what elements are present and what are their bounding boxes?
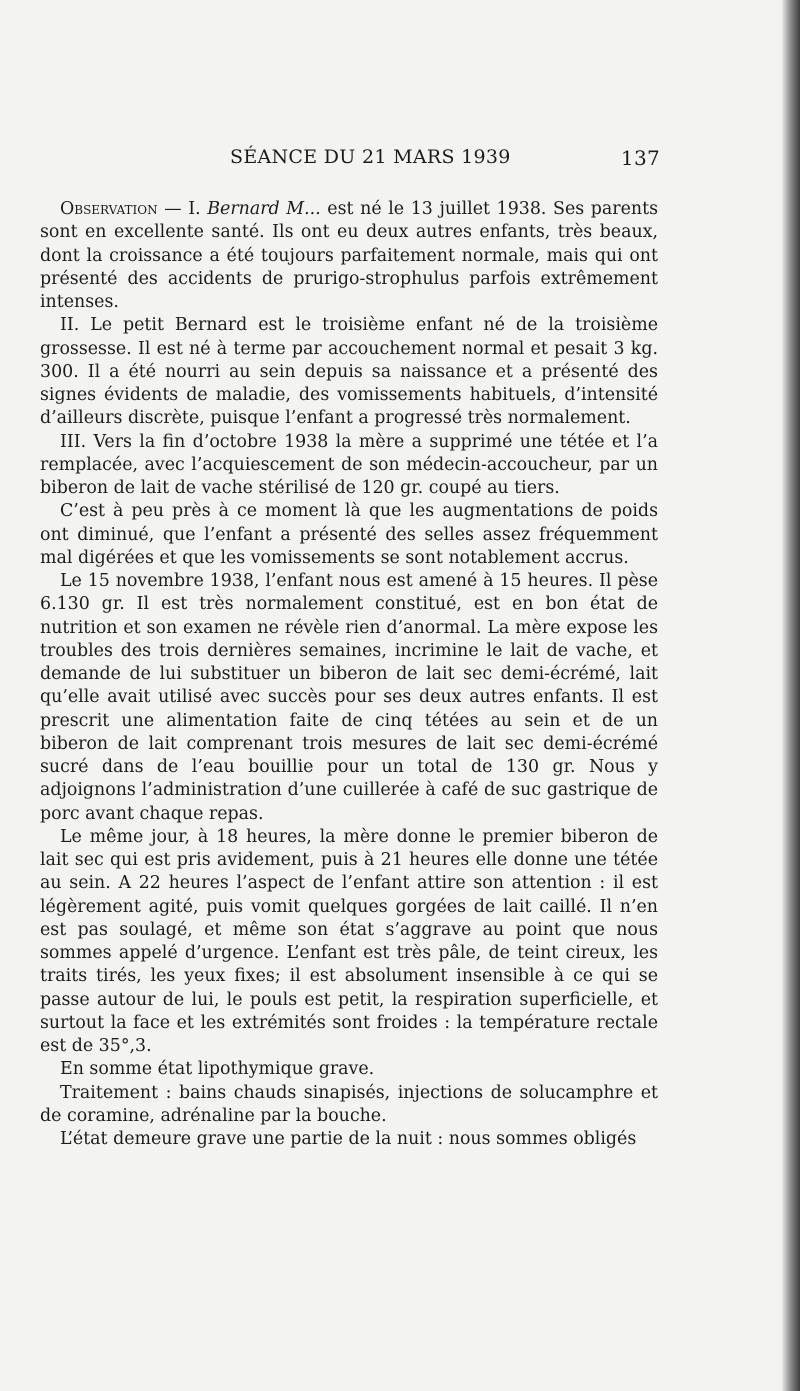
observation-dash: — I. [157, 199, 208, 219]
header-title: SÉANCE DU 21 MARS 1939 [230, 146, 511, 168]
page-number: 137 [620, 146, 660, 170]
observation-text: est né le 13 juillet 1938. Ses parents sont en excellente santé. Ils ont eu deux autres enfants, très beaux, dont la croissance a été toujours parfaitement normale, mais qui ont présenté des accidents de prurigo-strophulus parfois extrêmement intenses. [40, 199, 659, 312]
paragraph-last: L’état demeure grave une partie de la nuit : nous sommes obligés [60, 1129, 637, 1149]
paragraph-observation [40, 198, 658, 314]
paragraph: Le 15 novembre 1938, l’enfant nous est amené à 15 heures. Il pèse 6.130 gr. Il est très normalement constitué, est en bon état de nutrition et son examen ne révèle rien d’anormal. La mère expose les troubles des trois dernières semaines, incrimine le lait de vache, et demande de lui substituer un biberon de lait sec demi-écrémé, lait qu’elle avait utilisé avec succès pour ses deux autres enfants. Il est prescrit une alimentation faite de cinq tétées au sein et de un biberon de lait comprenant trois mesures de lait sec demi-écrémé sucré dans de l’eau bouillie pour un total de 130 gr. Nous y adjoignons l’administration d’une cuillerée à café de suc gastrique de porc avant chaque repas. [40, 571, 658, 824]
body-text [40, 198, 658, 1151]
running-header [230, 146, 660, 174]
paragraph: Le même jour, à 18 heures, la mère donne le premier biberon de lait sec qui est pris avidement, puis à 21 heures elle donne une tétée au sein. A 22 heures l’aspect de l’enfant attire son attention : il est légèrement agité, puis vomit quelques gorgées de lait caillé. Il n’en est pas soulagé, et même son état s’aggrave au point que nous sommes appelé d’urgence. L’enfant est très pâle, de teint cireux, les traits tirés, les yeux fixes; il est absolument insensible à ce qui se passe autour de lui, le pouls est petit, la respiration superficielle, et surtout la face et les extrémités sont froides : la température rectale est de 35°,3. [40, 826, 658, 1056]
paragraph: Traitement : bains chauds sinapisés, injections de solucamphre et de coramine, adrénaline par la bouche. [40, 1082, 658, 1126]
paragraph: C’est à peu près à ce moment là que les augmentations de poids ont diminué, que l’enfant a présenté des selles assez fréquemment mal digérées et que les vomissements se sont notablement accrus. [40, 501, 658, 568]
page-edge-shadow [782, 0, 800, 1391]
paragraph: II. Le petit Bernard est le troisième enfant né de la troisième grossesse. Il est né à terme par accouchement normal et pesait 3 kg. 300. Il a été nourri au sein depuis sa naissance et a présenté des signes évidents de maladie, des vomissements habituels, d’intensité d’ailleurs discrète, puisque l’enfant a progressé très normalement. [40, 315, 658, 429]
paragraph: III. Vers la fin d’octobre 1938 la mère a supprimé une tétée et l’a remplacée, avec l’acquiescement de son médecin-accoucheur, par un biberon de lait de vache stérilisé de 120 gr. coupé au tiers. [40, 431, 658, 498]
observation-label: Observation [60, 199, 158, 219]
paragraph: En somme état lipothymique grave. [60, 1059, 375, 1080]
patient-name: Bernard M... [207, 199, 321, 219]
